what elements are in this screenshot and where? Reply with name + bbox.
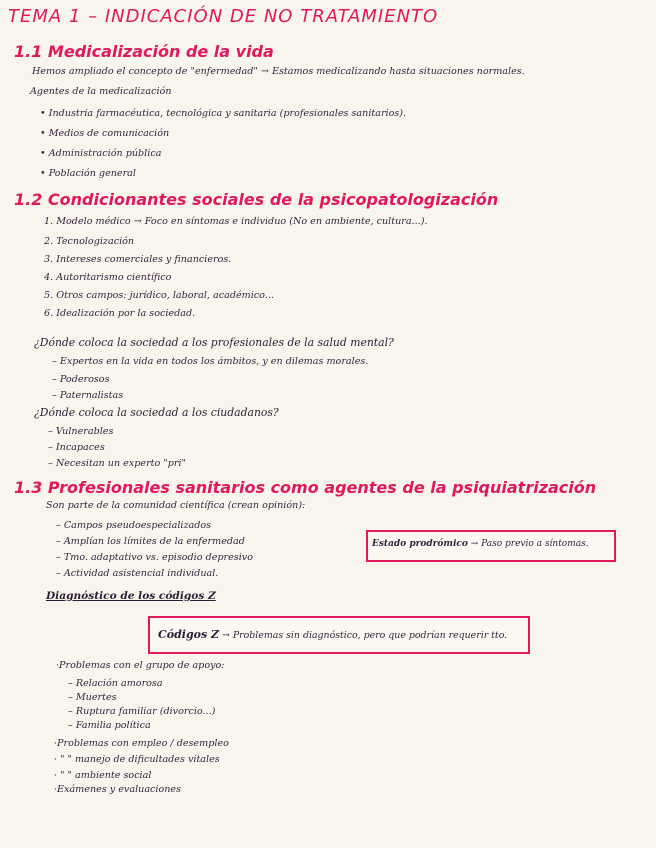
z-codes-lead: Códigos Z: [158, 628, 220, 641]
agent-item: • Medios de comunicación: [40, 128, 170, 139]
condition-item: 2. Tecnologización: [44, 236, 135, 247]
agents-label: Agentes de la medicalización: [30, 86, 172, 97]
agent-item: • Población general: [40, 168, 136, 179]
support-group-heading: ·Problemas con el grupo de apoyo:: [56, 660, 225, 671]
support-group-item: – Ruptura familiar (divorcio...): [68, 706, 216, 717]
question-answer: – Vulnerables: [48, 426, 114, 437]
section-1-3-intro: Son parte de la comunidad científica (crean opinión):: [46, 500, 306, 511]
question-answer: – Paternalistas: [52, 390, 124, 401]
other-problem-item: ·Exámenes y evaluaciones: [54, 784, 182, 795]
question-answer: – Poderosos: [52, 374, 110, 385]
professional-item: – Actividad asistencial individual.: [56, 568, 219, 579]
question-answer: – Incapaces: [48, 442, 105, 453]
other-problem-item: · " " ambiente social: [54, 770, 152, 781]
other-problem-item: ·Problemas con empleo / desempleo: [54, 738, 229, 749]
z-codes-rest: → Problemas sin diagnóstico, pero que podrían requerir tto.: [219, 630, 508, 641]
professional-item: – Tmo. adaptativo vs. episodio depresivo: [56, 552, 253, 563]
other-problem-item: · " " manejo de dificultades vitales: [54, 754, 220, 765]
condition-item: 4. Autoritarismo científico: [44, 272, 172, 283]
question-citizens: ¿Dónde coloca la sociedad a los ciudadanos?: [34, 406, 279, 419]
support-group-item: – Muertes: [68, 692, 117, 703]
z-codes-box: [148, 616, 530, 654]
agent-item: • Administración pública: [40, 148, 162, 159]
prodromal-state-text: [372, 539, 589, 549]
condition-item: 6. Idealización por la sociedad.: [44, 308, 196, 319]
page-title: TEMA 1 – INDICACIÓN DE NO TRATAMIENTO: [8, 6, 439, 27]
prodromal-state-box: [366, 530, 616, 562]
z-codes-text: [158, 628, 507, 641]
agent-item: • Industria farmacéutica, tecnológica y sanitaria (profesionales sanitarios).: [40, 108, 407, 119]
section-heading-1-3: 1.3 Profesionales sanitarios como agentes de la psiquiatrización: [14, 478, 597, 497]
condition-item: 5. Otros campos: jurídico, laboral, académico...: [44, 290, 274, 301]
question-professionals: ¿Dónde coloca la sociedad a los profesionales de la salud mental?: [34, 336, 394, 349]
condition-item: 3. Intereses comerciales y financieros.: [44, 254, 232, 265]
professional-item: – Amplían los límites de la enfermedad: [56, 536, 245, 547]
prodromal-state-lead: Estado prodrómico: [372, 539, 468, 549]
condition-item: 1. Modelo médico → Foco en síntomas e individuo (No en ambiente, cultura...).: [44, 216, 428, 227]
section-heading-1-1: 1.1 Medicalización de la vida: [14, 42, 274, 61]
question-answer: – Necesitan un experto "pri": [48, 458, 186, 469]
prodromal-state-rest: → Paso previo a síntomas.: [467, 539, 589, 549]
support-group-item: – Familia política: [68, 720, 151, 731]
z-codes-subheading: Diagnóstico de los códigos Z: [46, 590, 216, 602]
question-answer: – Expertos en la vida en todos los ámbitos, y en dilemas morales.: [52, 356, 369, 367]
section-heading-1-2: 1.2 Condicionantes sociales de la psicopatologización: [14, 190, 499, 209]
section-1-1-intro: Hemos ampliado el concepto de "enfermedad" → Estamos medicalizando hasta situaciones normales.: [32, 66, 525, 77]
professional-item: – Campos pseudoespecializados: [56, 520, 212, 531]
support-group-item: – Relación amorosa: [68, 678, 163, 689]
